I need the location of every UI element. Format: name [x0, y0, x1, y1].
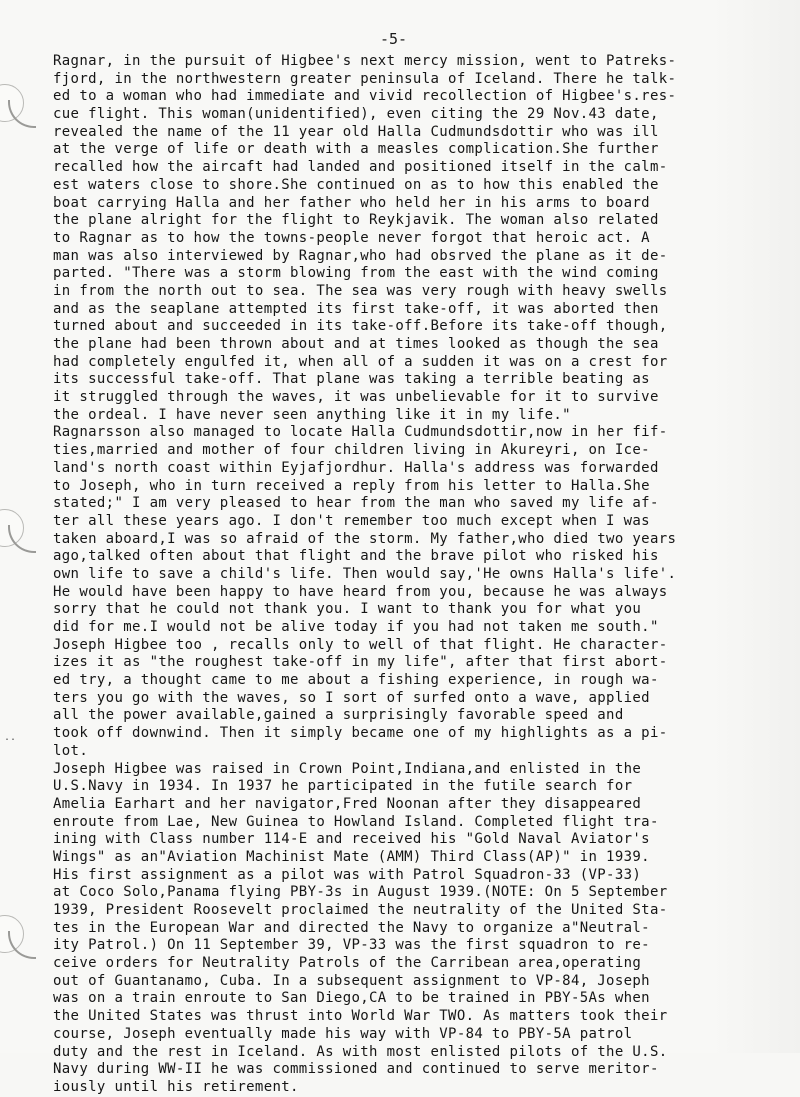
text-line: turned about and succeeded in its take-off.Before its take-off though, [53, 318, 668, 335]
text-line: it struggled through the waves, it was unbelievable for it to survive [53, 389, 659, 406]
text-line: land's north coast within Eyjafjordhur. Halla's address was forwarded [53, 459, 659, 476]
text-line: duty and the rest in Iceland. As with most enlisted pilots of the U.S. [53, 1043, 668, 1060]
text-line: course, Joseph eventually made his way with VP-84 to PBY-5A patrol [53, 1025, 633, 1042]
text-line: its successful take-off. That plane was taking a terrible beating as [53, 371, 650, 388]
text-line: took off downwind. Then it simply became one of my highlights as a pi- [53, 725, 668, 742]
body-text [53, 53, 765, 1097]
text-line: the plane had been thrown about and at times looked as though the sea [53, 336, 659, 352]
text-line: ed to a woman who had immediate and vivid recollection of Higbee's.res- [53, 88, 677, 105]
text-line: Ragnarsson also managed to locate Halla Cudmundsdottir,now in her fif- [53, 424, 668, 441]
text-line: revealed the name of the 11 year old Halla Cudmundsdottir who was ill [53, 123, 659, 140]
margin-mark: .. [4, 732, 17, 743]
text-line: tes in the European War and directed the Navy to organize a"Neutral- [53, 919, 650, 936]
text-line: all the power available,gained a surprisingly favorable speed and [53, 707, 624, 724]
punch-hole-top-curve [8, 100, 36, 128]
text-line: U.S.Navy in 1934. In 1937 he participated in the futile search for [53, 778, 633, 795]
text-line: enroute from Lae, New Guinea to Howland Island. Completed flight tra- [53, 813, 659, 830]
text-line: Joseph Higbee too , recalls only to well of that flight. He character- [53, 636, 668, 653]
text-line: stated;" I am very pleased to hear from the man who saved my life af- [53, 495, 659, 512]
text-line: did for me.I would not be alive today if you had not taken me south." [53, 619, 659, 635]
text-line: the plane alright for the flight to Reykjavik. The woman also related [53, 212, 659, 229]
text-line: ties,married and mother of four children living in Akureyri, on Ice- [53, 442, 650, 459]
text-line: est waters close to shore.She continued on as to how this enabled the [53, 176, 659, 193]
text-line: out of Guantanamo, Cuba. In a subsequent assignment to VP-84, Joseph [53, 972, 650, 989]
text-line: own life to save a child's life. Then would say,'He owns Halla's life'. [53, 565, 677, 582]
punch-hole-middle-curve [8, 525, 36, 553]
text-line: His first assignment as a pilot was with Patrol Squadron-33 (VP-33) [53, 866, 642, 883]
text-line: Joseph Higbee was raised in Crown Point,Indiana,and enlisted in the [53, 760, 642, 777]
text-line: ago,talked often about that flight and the brave pilot who risked his [53, 548, 659, 565]
text-line: He would have been happy to have heard from you, because he was always [53, 583, 668, 600]
text-line: Ragnar, in the pursuit of Higbee's next mercy mission, went to Patreks- [53, 53, 677, 69]
text-line: the United States was thrust into World War TWO. As matters took their [53, 1008, 668, 1025]
text-line: ceive orders for Neutrality Patrols of the Carribean area,operating [53, 955, 642, 972]
text-line: in from the north out to sea. The sea was very rough with heavy swells [53, 282, 668, 299]
text-line: and as the seaplane attempted its first take-off, it was aborted then [53, 300, 659, 317]
text-line: Navy during WW-II he was commissioned and continued to serve meritor- [53, 1061, 659, 1078]
text-line: cue flight. This woman(unidentified), even citing the 29 Nov.43 date, [53, 106, 659, 123]
punch-hole-bottom-curve [8, 931, 36, 959]
text-line: Wings" as an"Aviation Machinist Mate (AMM) Third Class(AP)" in 1939. [53, 848, 650, 865]
text-line: ters you go with the waves, so I sort of surfed onto a wave, applied [53, 689, 650, 706]
text-line: ter all these years ago. I don't remember too much except when I was [53, 512, 650, 529]
text-line: Amelia Earhart and her navigator,Fred Noonan after they disappeared [53, 795, 642, 812]
text-line: ity Patrol.) On 11 September 39, VP-33 was the first squadron to re- [53, 937, 650, 954]
text-line: to Joseph, who in turn received a reply from his letter to Halla.She [53, 477, 650, 494]
text-line: 1939, President Roosevelt proclaimed the neutrality of the United Sta- [53, 902, 668, 918]
text-line: man was also interviewed by Ragnar,who had obsrved the plane as it de- [53, 247, 668, 264]
text-line: iously until his retirement. [53, 1078, 299, 1095]
text-line: at Coco Solo,Panama flying PBY-3s in August 1939.(NOTE: On 5 September [53, 884, 668, 901]
text-line: taken aboard,I was so afraid of the storm. My father,who died two years [53, 530, 677, 547]
text-line: izes it as "the roughest take-off in my life", after that first abort- [53, 654, 668, 671]
text-line: at the verge of life or death with a measles complication.She further [53, 141, 659, 158]
text-line: had completely engulfed it, when all of a sudden it was on a crest for [53, 353, 668, 370]
page-number: -5- [380, 30, 408, 48]
text-line: boat carrying Halla and her father who held her in his arms to board [53, 194, 650, 211]
text-line: ed try, a thought came to me about a fishing experience, in rough wa- [53, 672, 659, 689]
text-line: recalled how the aircaft had landed and positioned itself in the calm- [53, 159, 668, 176]
text-line: lot. [53, 742, 89, 759]
text-line: fjord, in the northwestern greater peninsula of Iceland. There he talk- [53, 70, 677, 87]
text-line: ining with Class number 114-E and received his "Gold Naval Aviator's [53, 831, 650, 848]
text-line: to Ragnar as to how the towns-people never forgot that heroic act. A [53, 229, 650, 246]
text-line: sorry that he could not thank you. I want to thank you for what you [53, 601, 642, 618]
text-line: was on a train enroute to San Diego,CA to be trained in PBY-5As when [53, 990, 650, 1007]
text-line: parted. "There was a storm blowing from the east with the wind coming [53, 265, 659, 282]
text-line: the ordeal. I have never seen anything like it in my life." [53, 406, 571, 423]
